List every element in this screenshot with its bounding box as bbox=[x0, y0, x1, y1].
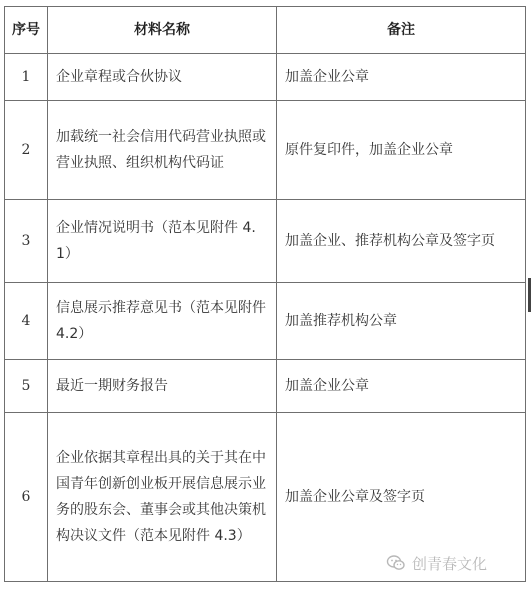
row-material-name: 信息展示推荐意见书（范本见附件 4.2） bbox=[48, 283, 277, 360]
row-num: 5 bbox=[5, 360, 48, 413]
header-num: 序号 bbox=[5, 7, 48, 54]
row-note: 加盖企业公章 bbox=[277, 54, 526, 101]
row-num: 3 bbox=[5, 200, 48, 283]
row-note: 加盖企业公章及签字页 bbox=[277, 413, 526, 582]
table-row bbox=[5, 200, 526, 283]
row-material-name: 加载统一社会信用代码营业执照或营业执照、组织机构代码证 bbox=[48, 101, 277, 200]
wechat-icon bbox=[386, 553, 406, 573]
table-row bbox=[5, 360, 526, 413]
materials-table bbox=[4, 6, 526, 582]
row-note: 加盖企业、推荐机构公章及签字页 bbox=[277, 200, 526, 283]
row-num: 1 bbox=[5, 54, 48, 101]
table-row bbox=[5, 54, 526, 101]
table-row bbox=[5, 283, 526, 360]
table-header-row bbox=[5, 7, 526, 54]
row-note: 加盖推荐机构公章 bbox=[277, 283, 526, 360]
table-row bbox=[5, 101, 526, 200]
row-note: 原件复印件，加盖企业公章 bbox=[277, 101, 526, 200]
watermark bbox=[384, 552, 489, 574]
header-name: 材料名称 bbox=[48, 7, 277, 54]
row-num: 2 bbox=[5, 101, 48, 200]
row-material-name: 企业章程或合伙协议 bbox=[48, 54, 277, 101]
row-num: 4 bbox=[5, 283, 48, 360]
row-material-name: 企业情况说明书（范本见附件 4.1） bbox=[48, 200, 277, 283]
row-num: 6 bbox=[5, 413, 48, 582]
header-note: 备注 bbox=[277, 7, 526, 54]
row-material-name: 最近一期财务报告 bbox=[48, 360, 277, 413]
row-note: 加盖企业公章 bbox=[277, 360, 526, 413]
row-material-name: 企业依据其章程出具的关于其在中国青年创新创业板开展信息展示业务的股东会、董事会或其他决策机构决议文件（范本见附件 4.3） bbox=[48, 413, 277, 582]
watermark-text: 创青春文化 bbox=[412, 554, 488, 573]
